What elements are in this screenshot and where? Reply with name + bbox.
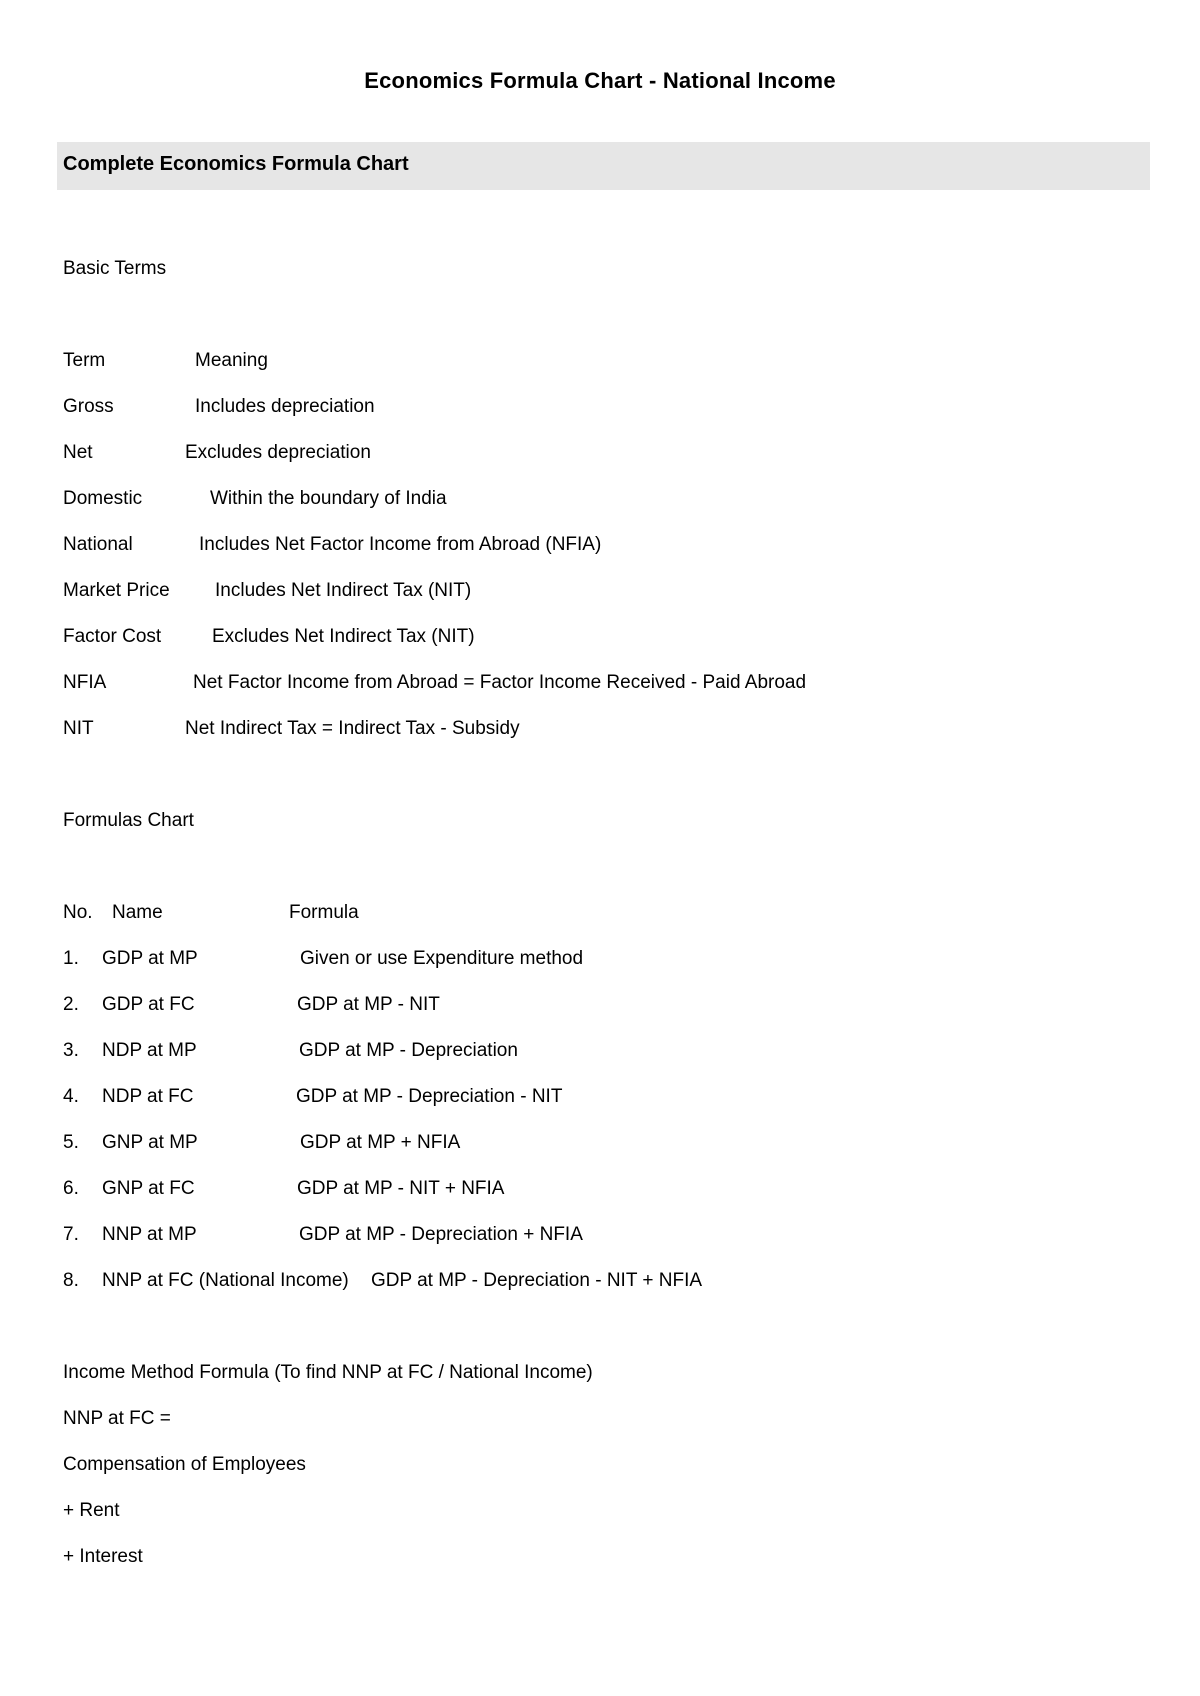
term-label: NFIA [63,672,107,693]
income-method-line: Compensation of Employees [63,1454,306,1475]
section-header-text: Complete Economics Formula Chart [63,153,409,175]
no-column-header: No. [63,902,93,923]
section-header-bar [57,142,1150,190]
formula-name: GNP at FC [102,1178,195,1199]
formula-expression: GDP at MP - Depreciation [299,1040,518,1061]
term-label: Net [63,442,93,463]
term-meaning: Excludes depreciation [185,442,371,463]
formula-expression: Given or use Expenditure method [300,948,584,969]
formula-name: NNP at MP [102,1224,197,1245]
term-meaning: Includes Net Factor Income from Abroad (NFIA) [199,534,602,555]
term-meaning: Includes Net Indirect Tax (NIT) [215,580,472,601]
formula-name: GNP at MP [102,1132,198,1153]
income-method-line: + Interest [63,1546,143,1567]
term-label: NIT [63,718,94,739]
formula-expression: GDP at MP - NIT + NFIA [297,1178,505,1199]
formula-expression: GDP at MP - Depreciation + NFIA [299,1224,583,1245]
formula-expression: GDP at MP - Depreciation - NIT [296,1086,563,1107]
term-label: Market Price [63,580,170,601]
formula-name: NDP at FC [102,1086,194,1107]
income-method-heading: Income Method Formula (To find NNP at FC / National Income) [63,1362,593,1383]
income-method-line: NNP at FC = [63,1408,171,1429]
meaning-column-header: Meaning [195,350,268,371]
term-label: Gross [63,396,114,417]
formula-number: 8. [63,1270,79,1291]
formula-expression: GDP at MP + NFIA [300,1132,461,1153]
term-meaning: Excludes Net Indirect Tax (NIT) [212,626,475,647]
formula-name: NDP at MP [102,1040,197,1061]
page-title: Economics Formula Chart - National Income [364,68,836,93]
formula-name: GDP at MP [102,948,198,969]
term-meaning: Includes depreciation [195,396,375,417]
term-meaning: Net Factor Income from Abroad = Factor Income Received - Paid Abroad [193,672,807,693]
term-meaning: Net Indirect Tax = Indirect Tax - Subsidy [185,718,520,739]
term-meaning: Within the boundary of India [210,488,447,509]
formula-number: 2. [63,994,79,1015]
formula-number: 3. [63,1040,79,1061]
term-label: National [63,534,133,555]
formula-number: 6. [63,1178,79,1199]
formula-name: GDP at FC [102,994,195,1015]
formula-number: 1. [63,948,79,969]
term-label: Domestic [63,488,143,509]
formula-name: NNP at FC (National Income) [102,1270,349,1291]
formula-expression: GDP at MP - NIT [297,994,440,1015]
formula-number: 5. [63,1132,79,1153]
formula-column-header: Formula [289,902,359,923]
formula-number: 7. [63,1224,79,1245]
basic-terms-heading: Basic Terms [63,258,167,279]
term-column-header: Term [63,350,106,371]
term-label: Factor Cost [63,626,162,647]
formula-expression: GDP at MP - Depreciation - NIT + NFIA [371,1270,703,1291]
formula-number: 4. [63,1086,79,1107]
name-column-header: Name [112,902,163,923]
income-method-line: + Rent [63,1500,120,1521]
formulas-heading: Formulas Chart [63,810,194,831]
